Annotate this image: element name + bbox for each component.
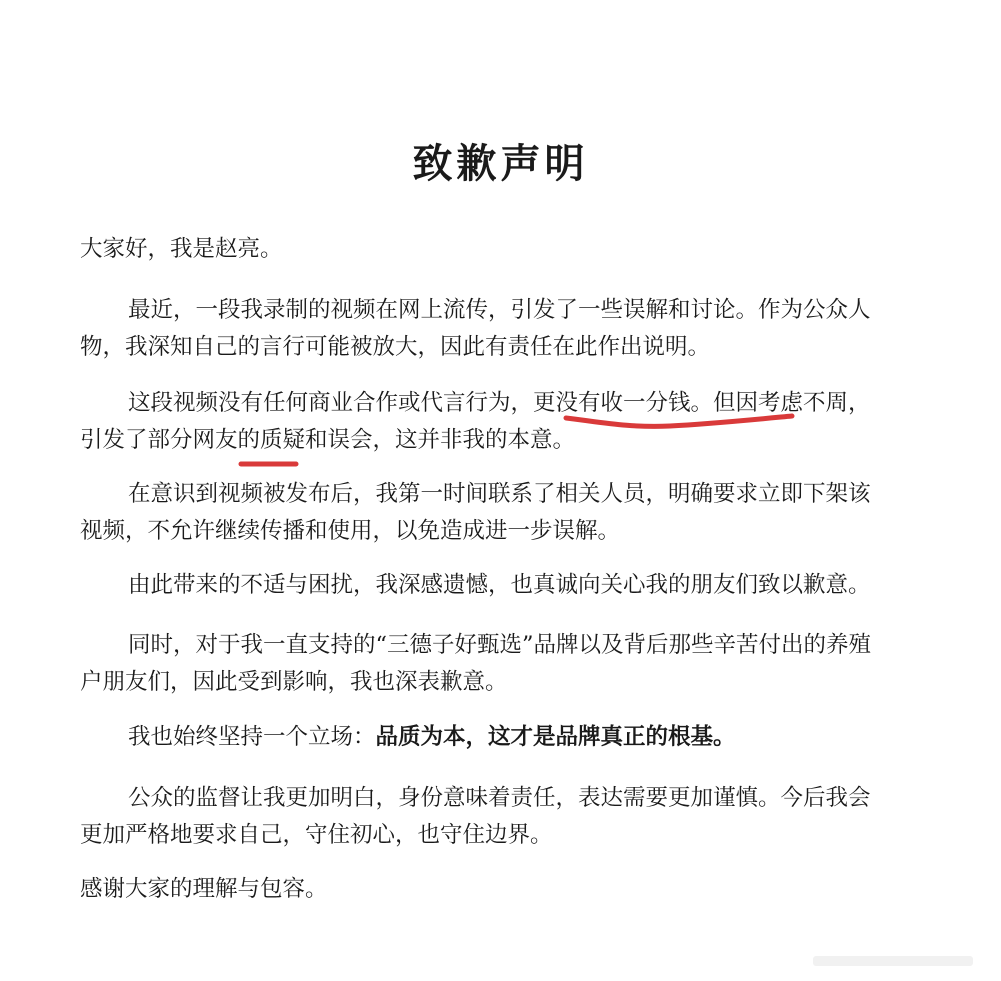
document-title: 致歉声明 <box>412 140 589 187</box>
paragraph-2-line-2: 引发了部分网友的质疑和误会，这并非我的本意。 <box>80 427 576 453</box>
paragraph-3-line-2: 视频，不允许继续传播和使用，以免造成进一步误解。 <box>80 518 621 544</box>
paragraph-4-line-1: 由此带来的不适与困扰，我深感遗憾，也真诚向关心我的朋友们致以歉意。 <box>128 572 871 598</box>
paragraph-2-line-1: 这段视频没有任何商业合作或代言行为，更没有收一分钱。但因考虑不周， <box>128 390 871 416</box>
paragraph-6 <box>80 719 922 756</box>
paragraph-1-line-1: 最近，一段我录制的视频在网上流传，引发了一些误解和讨论。作为公众人 <box>128 297 871 323</box>
paragraph-5-line-2: 户朋友们，因此受到影响，我也深表歉意。 <box>80 669 508 695</box>
greeting: 大家好，我是赵亮。 <box>80 236 283 262</box>
paragraph-5-line-1: 同时，对于我一直支持的“三德子好甄选”品牌以及背后那些辛苦付出的养殖 <box>128 632 872 658</box>
paragraph-1-line-2: 物，我深知自己的言行可能被放大，因此有责任在此作出说明。 <box>80 334 711 360</box>
paragraph-3-line-1: 在意识到视频被发布后，我第一时间联系了相关人员，明确要求立即下架该 <box>128 481 871 507</box>
closing-line: 感谢大家的理解与包容。 <box>80 876 328 902</box>
paragraph-6-prefix: 我也始终坚持一个立场： <box>128 724 376 750</box>
paragraph-7-line-1: 公众的监督让我更加明白，身份意味着责任，表达需要更加谨慎。今后我会 <box>128 785 871 811</box>
paragraph-7-line-2: 更加严格地要求自己，守住初心，也守住边界。 <box>80 822 553 848</box>
watermark-logo <box>813 953 973 969</box>
paragraph-6-emphasis: 品质为本，这才是品牌真正的根基。 <box>375 724 736 750</box>
paragraph-3 <box>80 476 922 550</box>
paragraph-7 <box>80 780 922 854</box>
paragraph-4 <box>80 567 922 604</box>
paragraph-5 <box>80 627 922 701</box>
paragraph-1 <box>80 292 922 366</box>
paragraph-2 <box>80 385 922 459</box>
paragraph-6-line-1 <box>80 719 922 756</box>
